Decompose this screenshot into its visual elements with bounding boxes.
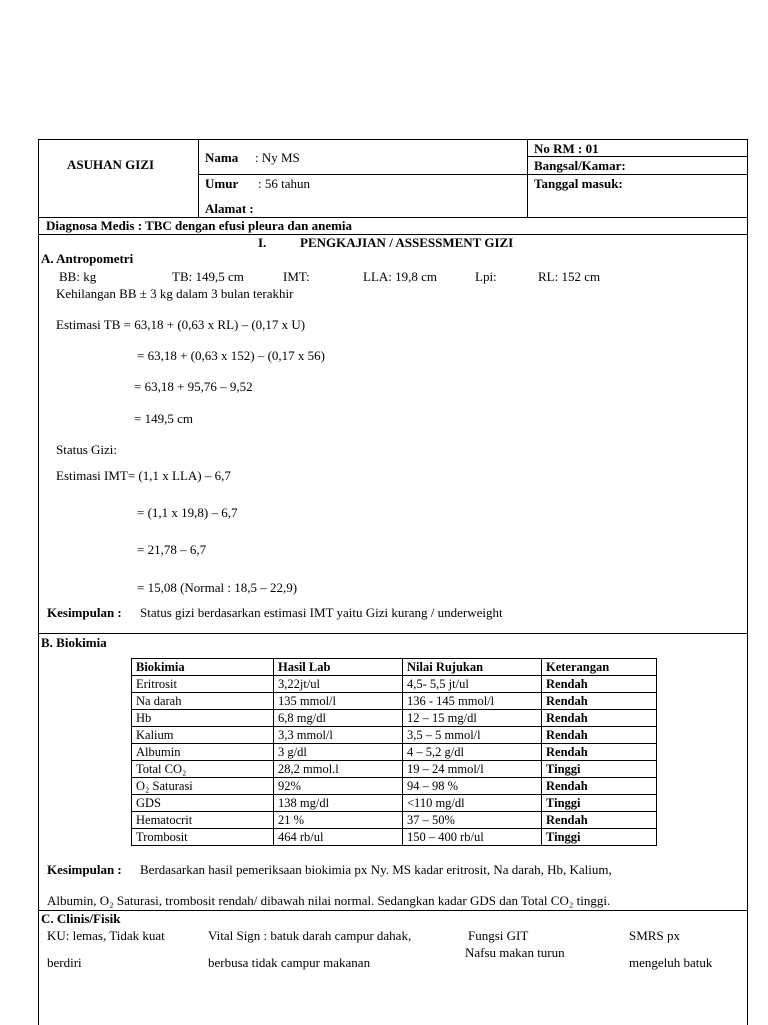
- table-cell-status: Tinggi: [542, 761, 657, 778]
- ku-line-2: berdiri: [47, 955, 82, 970]
- table-cell: 21 %: [274, 812, 403, 829]
- table-cell: 150 – 400 rb/ul: [403, 829, 542, 846]
- table-cell-status: Tinggi: [542, 795, 657, 812]
- tanggal-label: Tanggal masuk:: [534, 176, 623, 191]
- biokimia-heading: B. Biokimia: [41, 635, 107, 650]
- vital-sign-line-1: Vital Sign : batuk darah campur dahak,: [208, 928, 412, 943]
- table-cell: Na darah: [132, 693, 274, 710]
- weight-loss-note: Kehilangan BB ± 3 kg dalam 3 bulan terakhir: [56, 286, 294, 301]
- tb-formula-1: Estimasi TB = 63,18 + (0,63 x RL) – (0,17 x U): [56, 317, 306, 332]
- umur-value: : 56 tahun: [258, 176, 310, 191]
- table-cell: 19 – 24 mmol/l: [403, 761, 542, 778]
- table-cell: 12 – 15 mg/dl: [403, 710, 542, 727]
- imt-value: IMT:: [283, 269, 310, 284]
- tb-formula-4: = 149,5 cm: [134, 411, 193, 426]
- kesimpulan-b-line-2: Albumin, O₂ Saturasi, trombosit rendah/ dibawah nilai normal. Sedangkan kadar GDS dan Total CO₂ tinggi.: [47, 893, 611, 908]
- biokimia-table: [131, 658, 657, 846]
- umur-label: Umur: [205, 176, 239, 191]
- git-line-2: Nafsu makan turun: [465, 945, 565, 960]
- table-cell-status: Rendah: [542, 812, 657, 829]
- table-cell: Total CO₂: [132, 761, 274, 778]
- nama-row-line: [198, 174, 748, 175]
- kesimpulan-b-label: Kesimpulan :: [47, 862, 122, 877]
- table-cell: Trombosit: [132, 829, 274, 846]
- table-cell: 138 mg/dl: [274, 795, 403, 812]
- table-row: [132, 744, 657, 761]
- table-cell: Hematocrit: [132, 812, 274, 829]
- column-header: Nilai Rujukan: [403, 659, 542, 676]
- column-header: Hasil Lab: [274, 659, 403, 676]
- alamat-label: Alamat :: [205, 201, 254, 216]
- table-row: [132, 795, 657, 812]
- table-cell: Kalium: [132, 727, 274, 744]
- table-cell: O₂ Saturasi: [132, 778, 274, 795]
- section-title: PENGKAJIAN / ASSESSMENT GIZI: [300, 235, 514, 250]
- nama-value: : Ny MS: [255, 150, 300, 165]
- table-row: [132, 693, 657, 710]
- table-cell: 94 – 98 %: [403, 778, 542, 795]
- table-cell: Eritrosit: [132, 676, 274, 693]
- table-cell: 37 – 50%: [403, 812, 542, 829]
- table-cell: <110 mg/dl: [403, 795, 542, 812]
- section-b-line: [38, 633, 748, 634]
- table-cell: 92%: [274, 778, 403, 795]
- table-row: [132, 778, 657, 795]
- kesimpulan-a-text: Status gizi berdasarkan estimasi IMT yaitu Gizi kurang / underweight: [140, 605, 503, 620]
- rl-value: RL: 152 cm: [538, 269, 601, 284]
- imt-formula-4: = 15,08 (Normal : 18,5 – 22,9): [137, 580, 298, 595]
- table-row: [132, 710, 657, 727]
- git-line-1: Fungsi GIT: [468, 928, 529, 943]
- smrs-line-1: SMRS px: [629, 928, 680, 943]
- table-cell: 4 – 5,2 g/dl: [403, 744, 542, 761]
- table-cell-status: Rendah: [542, 710, 657, 727]
- clinis-heading: C. Clinis/Fisik: [41, 911, 121, 926]
- table-cell: 3,22jt/ul: [274, 676, 403, 693]
- tb-formula-2: = 63,18 + (0,63 x 152) – (0,17 x 56): [137, 348, 325, 363]
- kesimpulan-b-line-1: Berdasarkan hasil pemeriksaan biokimia px Ny. MS kadar eritrosit, Na darah, Hb, Kalium,: [140, 862, 612, 877]
- table-cell-status: Rendah: [542, 676, 657, 693]
- table-cell: 4,5- 5,5 jt/ul: [403, 676, 542, 693]
- table-cell-status: Tinggi: [542, 829, 657, 846]
- header-top-border: [38, 139, 748, 140]
- table-row: [132, 676, 657, 693]
- header-divider-2: [527, 139, 528, 218]
- column-header: Biokimia: [132, 659, 274, 676]
- section-number: I.: [258, 235, 267, 250]
- antropometri-heading: A. Antropometri: [41, 251, 134, 266]
- header-right-border: [747, 139, 748, 1025]
- table-cell: Hb: [132, 710, 274, 727]
- header-divider-1: [198, 139, 199, 218]
- section-c-line: [38, 910, 748, 911]
- imt-formula-2: = (1,1 x 19,8) – 6,7: [137, 505, 238, 520]
- table-cell: 6,8 mg/dl: [274, 710, 403, 727]
- kesimpulan-a-label: Kesimpulan :: [47, 605, 122, 620]
- vital-sign-line-2: berbusa tidak campur makanan: [208, 955, 371, 970]
- table-cell-status: Rendah: [542, 693, 657, 710]
- table-cell: 28,2 mmol.l: [274, 761, 403, 778]
- bangsal-label: Bangsal/Kamar:: [534, 158, 626, 173]
- table-row: [132, 812, 657, 829]
- header-left-border: [38, 139, 39, 1025]
- column-header: Keterangan: [542, 659, 657, 676]
- table-cell: GDS: [132, 795, 274, 812]
- table-row: [132, 761, 657, 778]
- ku-line-1: KU: lemas, Tidak kuat: [47, 928, 165, 943]
- smrs-line-2: mengeluh batuk: [629, 955, 713, 970]
- lpi-value: Lpi:: [475, 269, 497, 284]
- imt-formula-3: = 21,78 – 6,7: [137, 542, 207, 557]
- table-row: [132, 829, 657, 846]
- tb-value: TB: 149,5 cm: [172, 269, 244, 284]
- rm-number: No RM : 01: [534, 141, 599, 156]
- table-cell-status: Rendah: [542, 744, 657, 761]
- table-cell: Albumin: [132, 744, 274, 761]
- table-cell-status: Rendah: [542, 727, 657, 744]
- table-cell-status: Rendah: [542, 778, 657, 795]
- table-header-row: [132, 659, 657, 676]
- status-gizi-label: Status Gizi:: [56, 442, 118, 457]
- imt-formula-1: Estimasi IMT= (1,1 x LLA) – 6,7: [56, 468, 231, 483]
- table-cell: 135 mmol/l: [274, 693, 403, 710]
- table-cell: 464 rb/ul: [274, 829, 403, 846]
- lla-value: LLA: 19,8 cm: [363, 269, 438, 284]
- bb-value: BB: kg: [59, 269, 97, 284]
- header-title: ASUHAN GIZI: [67, 157, 155, 172]
- table-cell: 136 - 145 mmol/l: [403, 693, 542, 710]
- diagnosa-medis: Diagnosa Medis : TBC dengan efusi pleura dan anemia: [46, 218, 353, 233]
- table-cell: 3 g/dl: [274, 744, 403, 761]
- tb-formula-3: = 63,18 + 95,76 – 9,52: [134, 379, 253, 394]
- nama-label: Nama: [205, 150, 239, 165]
- table-row: [132, 727, 657, 744]
- table-cell: 3,5 – 5 mmol/l: [403, 727, 542, 744]
- table-cell: 3,3 mmol/l: [274, 727, 403, 744]
